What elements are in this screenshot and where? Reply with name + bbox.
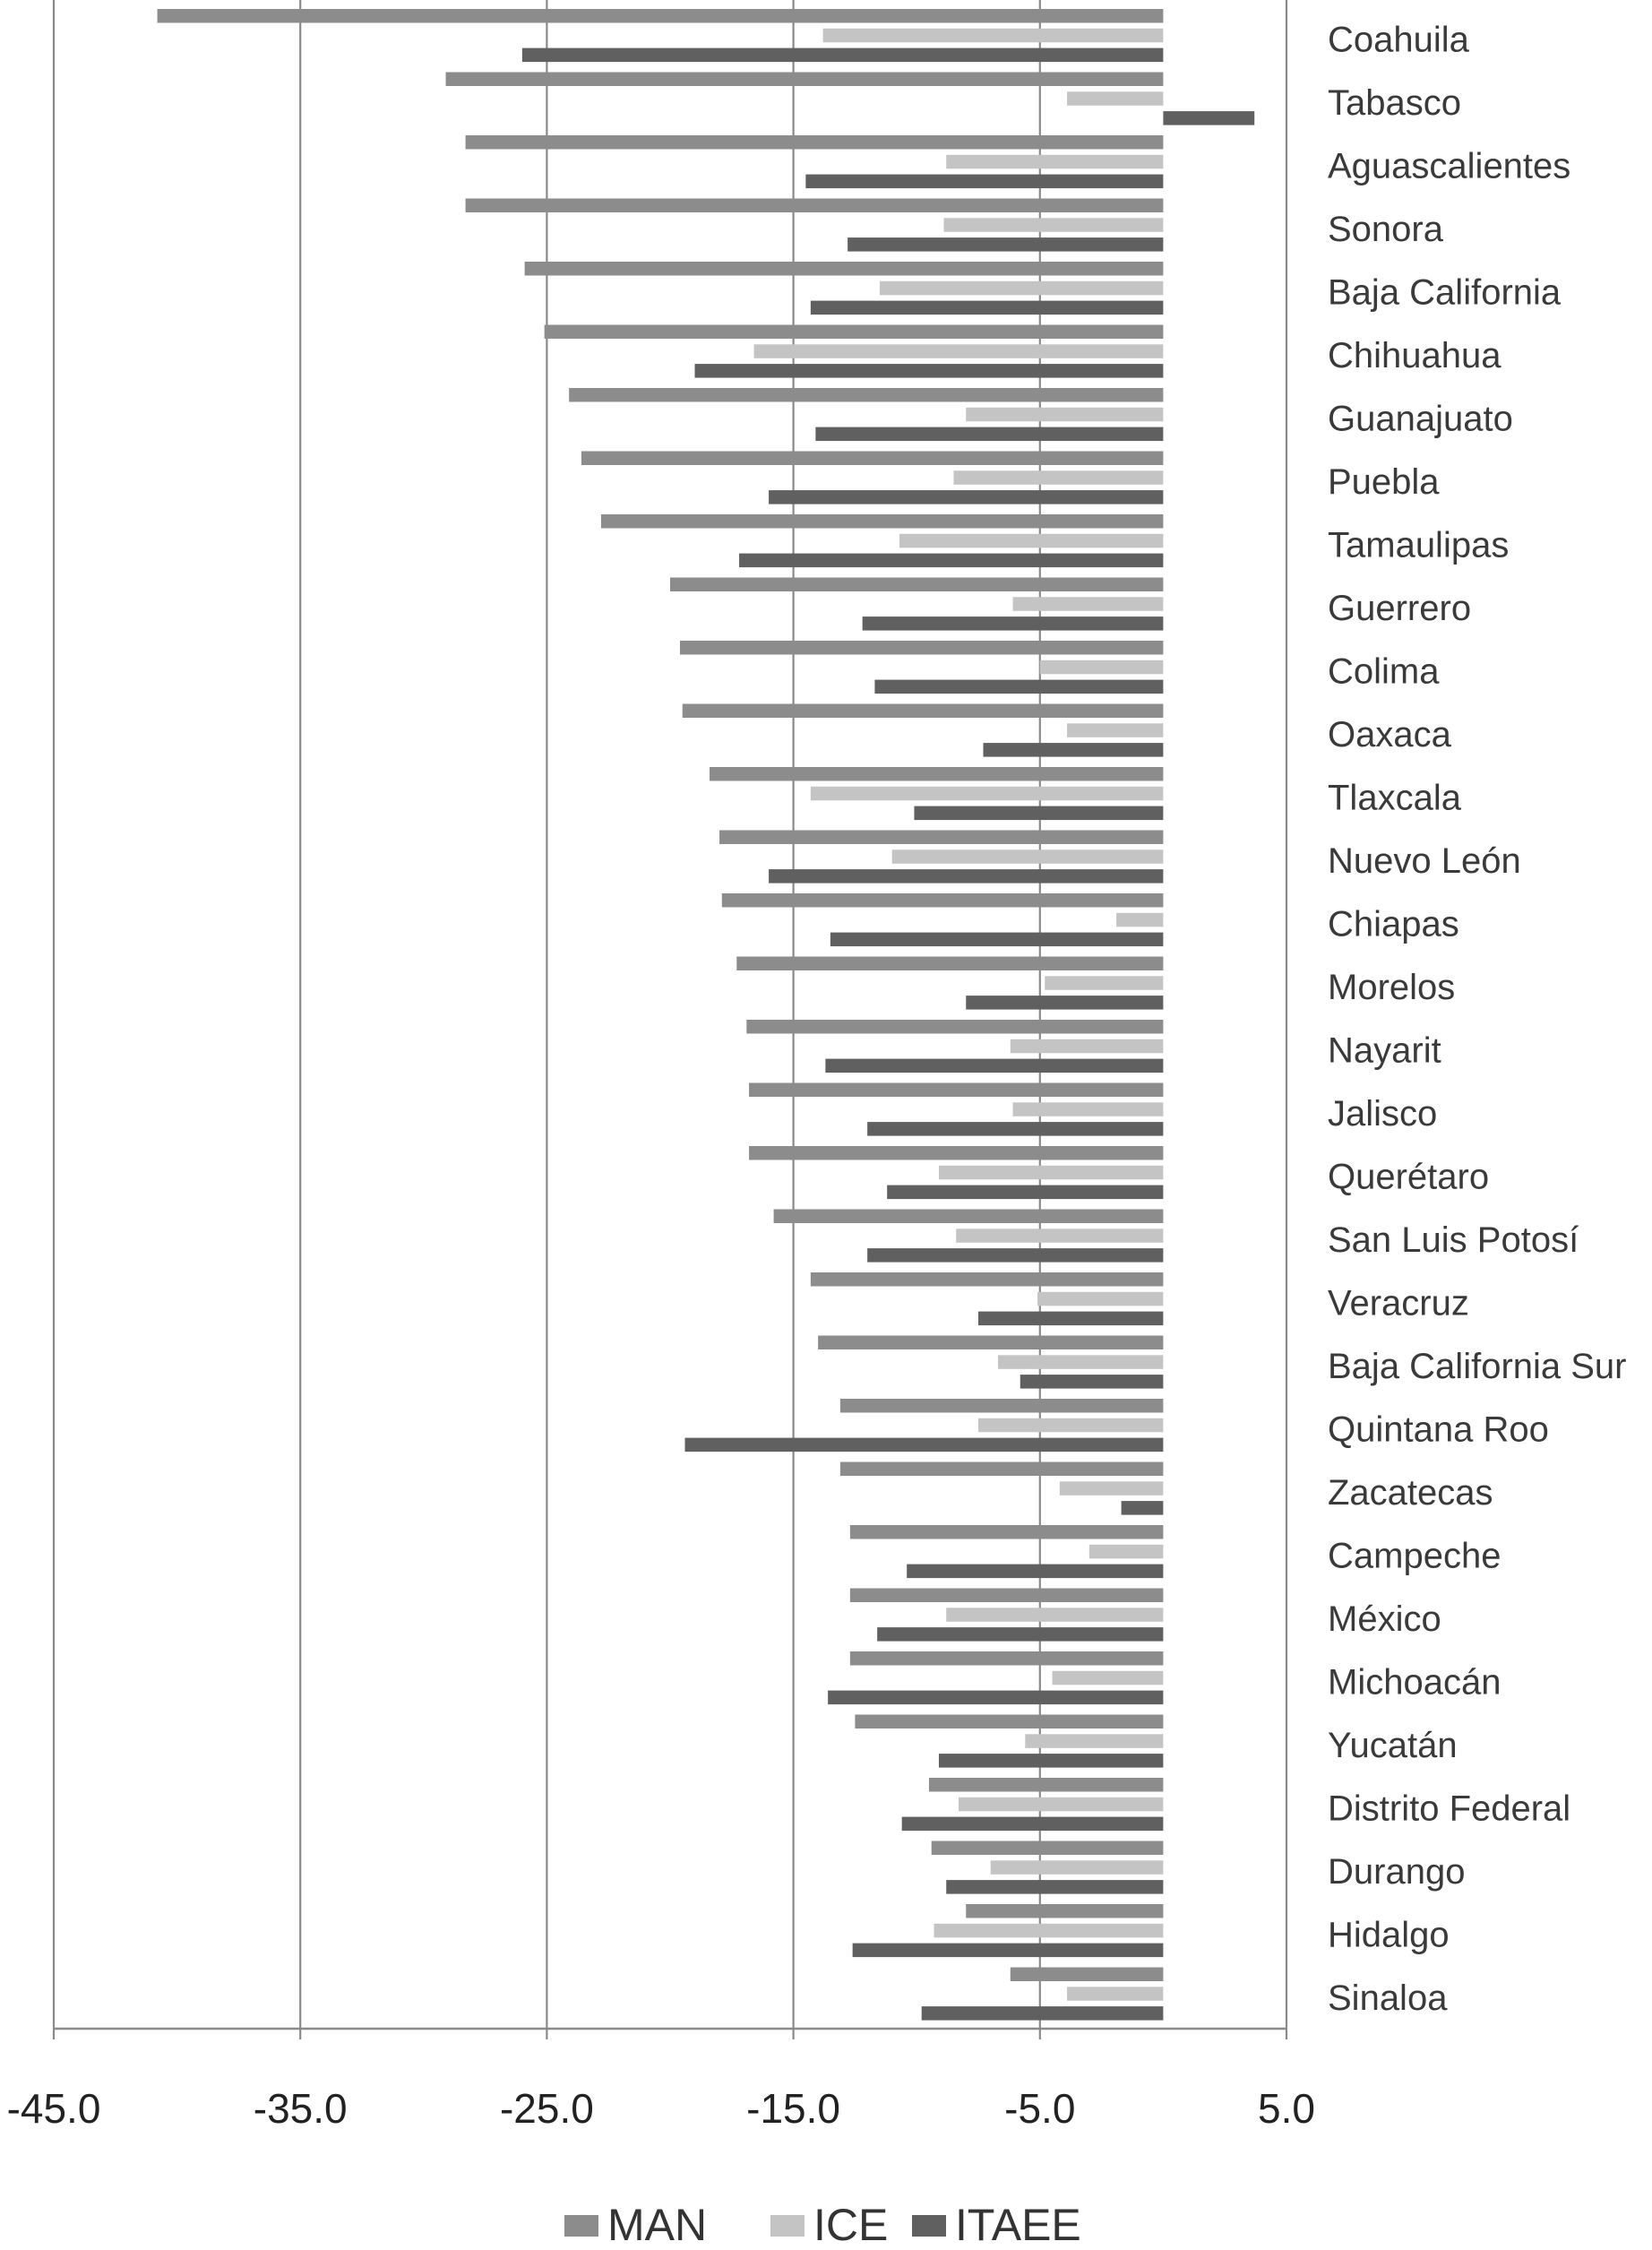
bar-ice-3	[943, 218, 1163, 231]
bar-man-28	[929, 1778, 1163, 1792]
bar-ice-18	[939, 1166, 1163, 1180]
bar-man-3	[466, 199, 1164, 213]
bar-man-0	[158, 9, 1164, 23]
x-tick-label-3: -15.0	[746, 2085, 841, 2132]
bar-ice-17	[1013, 1102, 1164, 1116]
bar-man-27	[855, 1715, 1163, 1729]
category-label-4: Baja California	[1328, 272, 1562, 313]
x-tick-label-2: -25.0	[499, 2085, 594, 2132]
bar-man-19	[774, 1210, 1164, 1224]
bar-man-14	[722, 893, 1164, 908]
bar-man-26	[850, 1651, 1164, 1666]
bar-man-23	[840, 1462, 1164, 1477]
bar-itaee-26	[828, 1691, 1163, 1705]
bar-ice-4	[880, 281, 1163, 296]
category-label-18: Querétaro	[1328, 1157, 1490, 1197]
bar-itaee-12	[914, 806, 1163, 821]
bar-itaee-28	[902, 1817, 1164, 1832]
bar-itaee-7	[769, 490, 1163, 504]
bar-itaee-1	[1163, 111, 1254, 125]
category-label-26: Michoacán	[1328, 1662, 1501, 1703]
bar-man-7	[581, 452, 1163, 466]
bar-man-16	[746, 1020, 1163, 1034]
category-label-27: Yucatán	[1328, 1725, 1458, 1765]
bar-itaee-6	[815, 427, 1163, 442]
bar-ice-1	[1067, 91, 1163, 106]
bar-ice-29	[991, 1860, 1164, 1875]
x-tick-labels	[7, 2085, 1315, 2132]
bar-itaee-23	[1122, 1501, 1164, 1515]
category-label-2: Aguascalientes	[1328, 146, 1571, 186]
bar-itaee-9	[863, 616, 1164, 631]
bar-ice-12	[811, 787, 1164, 801]
bar-itaee-24	[907, 1565, 1163, 1579]
bar-itaee-5	[695, 364, 1164, 378]
bar-ice-31	[1067, 1987, 1163, 2001]
legend-label-ice: ICE	[813, 2200, 889, 2250]
bar-man-30	[966, 1904, 1163, 1918]
bar-man-24	[850, 1525, 1164, 1539]
category-label-30: Hidalgo	[1328, 1915, 1450, 1955]
category-label-12: Tlaxcala	[1328, 778, 1461, 818]
category-label-15: Morelos	[1328, 967, 1456, 1007]
bar-man-22	[840, 1399, 1164, 1413]
bar-man-17	[749, 1083, 1163, 1098]
category-label-31: Sinaloa	[1328, 1978, 1448, 2018]
bar-itaee-15	[966, 996, 1163, 1010]
bar-ice-23	[1060, 1481, 1164, 1496]
x-tick-label-1: -35.0	[253, 2085, 348, 2132]
bar-ice-5	[754, 344, 1164, 358]
bar-itaee-22	[685, 1438, 1164, 1453]
bar-man-25	[850, 1589, 1164, 1603]
category-label-13: Nuevo León	[1328, 841, 1521, 881]
bar-ice-8	[899, 534, 1163, 548]
bar-ice-0	[823, 29, 1164, 43]
bar-man-10	[680, 641, 1163, 655]
bar-itaee-29	[946, 1880, 1163, 1894]
bar-itaee-2	[805, 175, 1163, 189]
bar-itaee-17	[867, 1122, 1163, 1136]
category-label-20: Veracruz	[1328, 1283, 1469, 1323]
axes	[54, 2029, 1286, 2039]
bar-ice-20	[1037, 1292, 1163, 1306]
bar-ice-28	[959, 1797, 1163, 1812]
bar-ice-10	[1040, 660, 1164, 675]
bar-man-12	[710, 767, 1163, 781]
category-label-24: Campeche	[1328, 1536, 1501, 1576]
bar-itaee-10	[874, 680, 1163, 694]
legend-swatch-ice	[770, 2215, 804, 2237]
bars	[158, 9, 1255, 2021]
x-tick-label-0: -45.0	[6, 2085, 101, 2132]
category-label-5: Chihuahua	[1328, 335, 1501, 375]
bar-ice-15	[1045, 976, 1163, 990]
category-label-0: Coahuila	[1328, 20, 1469, 60]
category-label-6: Guanajuato	[1328, 399, 1513, 439]
category-label-16: Nayarit	[1328, 1030, 1441, 1071]
bar-itaee-0	[522, 48, 1164, 63]
category-label-19: San Luis Potosí	[1328, 1220, 1579, 1260]
bar-itaee-27	[939, 1754, 1163, 1768]
bar-itaee-16	[825, 1059, 1163, 1073]
bar-itaee-21	[1020, 1375, 1164, 1389]
category-label-1: Tabasco	[1328, 82, 1461, 123]
category-label-10: Colima	[1328, 651, 1440, 692]
category-label-28: Distrito Federal	[1328, 1789, 1571, 1829]
bar-man-18	[749, 1146, 1163, 1160]
bar-ice-22	[978, 1418, 1163, 1433]
category-label-23: Zacatecas	[1328, 1472, 1493, 1513]
bar-ice-7	[953, 470, 1163, 485]
legend-swatch-man	[564, 2215, 598, 2237]
bar-ice-21	[998, 1355, 1163, 1369]
bar-man-20	[811, 1272, 1164, 1287]
bar-man-13	[719, 831, 1163, 845]
bar-man-2	[466, 135, 1164, 150]
legend	[564, 2200, 1081, 2250]
bar-man-31	[1011, 1968, 1164, 1982]
category-label-17: Jalisco	[1328, 1093, 1438, 1134]
category-labels	[1328, 20, 1627, 2018]
bar-man-8	[601, 514, 1163, 529]
bar-ice-13	[892, 849, 1164, 864]
bar-man-21	[818, 1336, 1163, 1350]
bar-ice-30	[934, 1924, 1163, 1938]
bar-ice-11	[1067, 723, 1163, 737]
bar-itaee-19	[867, 1248, 1163, 1263]
category-label-14: Chiapas	[1328, 904, 1459, 944]
bar-man-4	[525, 262, 1164, 276]
bar-ice-19	[956, 1228, 1163, 1243]
bar-ice-6	[966, 408, 1163, 422]
bar-man-5	[545, 325, 1164, 340]
category-label-7: Puebla	[1328, 461, 1440, 502]
category-label-3: Sonora	[1328, 209, 1443, 249]
category-label-21: Baja California Sur	[1328, 1346, 1627, 1386]
bar-man-15	[736, 957, 1163, 971]
bar-itaee-8	[739, 554, 1163, 568]
bar-itaee-11	[984, 743, 1164, 757]
category-label-29: Durango	[1328, 1851, 1466, 1892]
legend-swatch-itaee	[912, 2215, 946, 2237]
bar-ice-16	[1011, 1039, 1164, 1054]
bar-ice-26	[1053, 1671, 1164, 1685]
bar-itaee-31	[922, 2006, 1164, 2021]
bar-itaee-3	[848, 237, 1163, 252]
bar-man-11	[683, 704, 1164, 719]
bar-itaee-20	[978, 1312, 1163, 1326]
legend-label-man: MAN	[607, 2200, 708, 2250]
bar-ice-2	[946, 155, 1163, 169]
bar-ice-14	[1116, 913, 1163, 927]
bar-man-1	[446, 73, 1164, 87]
bar-itaee-13	[769, 869, 1163, 884]
category-label-9: Guerrero	[1328, 588, 1472, 628]
x-tick-label-5: 5.0	[1258, 2085, 1315, 2132]
bar-man-29	[932, 1841, 1164, 1856]
bar-ice-25	[946, 1608, 1163, 1622]
bar-man-6	[569, 388, 1163, 402]
bar-itaee-4	[811, 301, 1164, 315]
legend-label-itaee: ITAEE	[955, 2200, 1081, 2250]
category-label-22: Quintana Roo	[1328, 1409, 1549, 1450]
bar-itaee-30	[853, 1944, 1164, 1958]
category-label-11: Oaxaca	[1328, 714, 1451, 754]
bar-itaee-25	[877, 1627, 1163, 1642]
bar-itaee-18	[887, 1185, 1163, 1200]
category-label-8: Tamaulipas	[1328, 525, 1510, 565]
category-label-25: México	[1328, 1599, 1441, 1639]
bar-ice-9	[1013, 597, 1164, 611]
bar-man-9	[670, 578, 1163, 592]
bar-itaee-14	[830, 933, 1164, 947]
bar-ice-24	[1089, 1545, 1164, 1559]
bar-ice-27	[1025, 1734, 1163, 1748]
x-tick-label-4: -5.0	[1004, 2085, 1076, 2132]
